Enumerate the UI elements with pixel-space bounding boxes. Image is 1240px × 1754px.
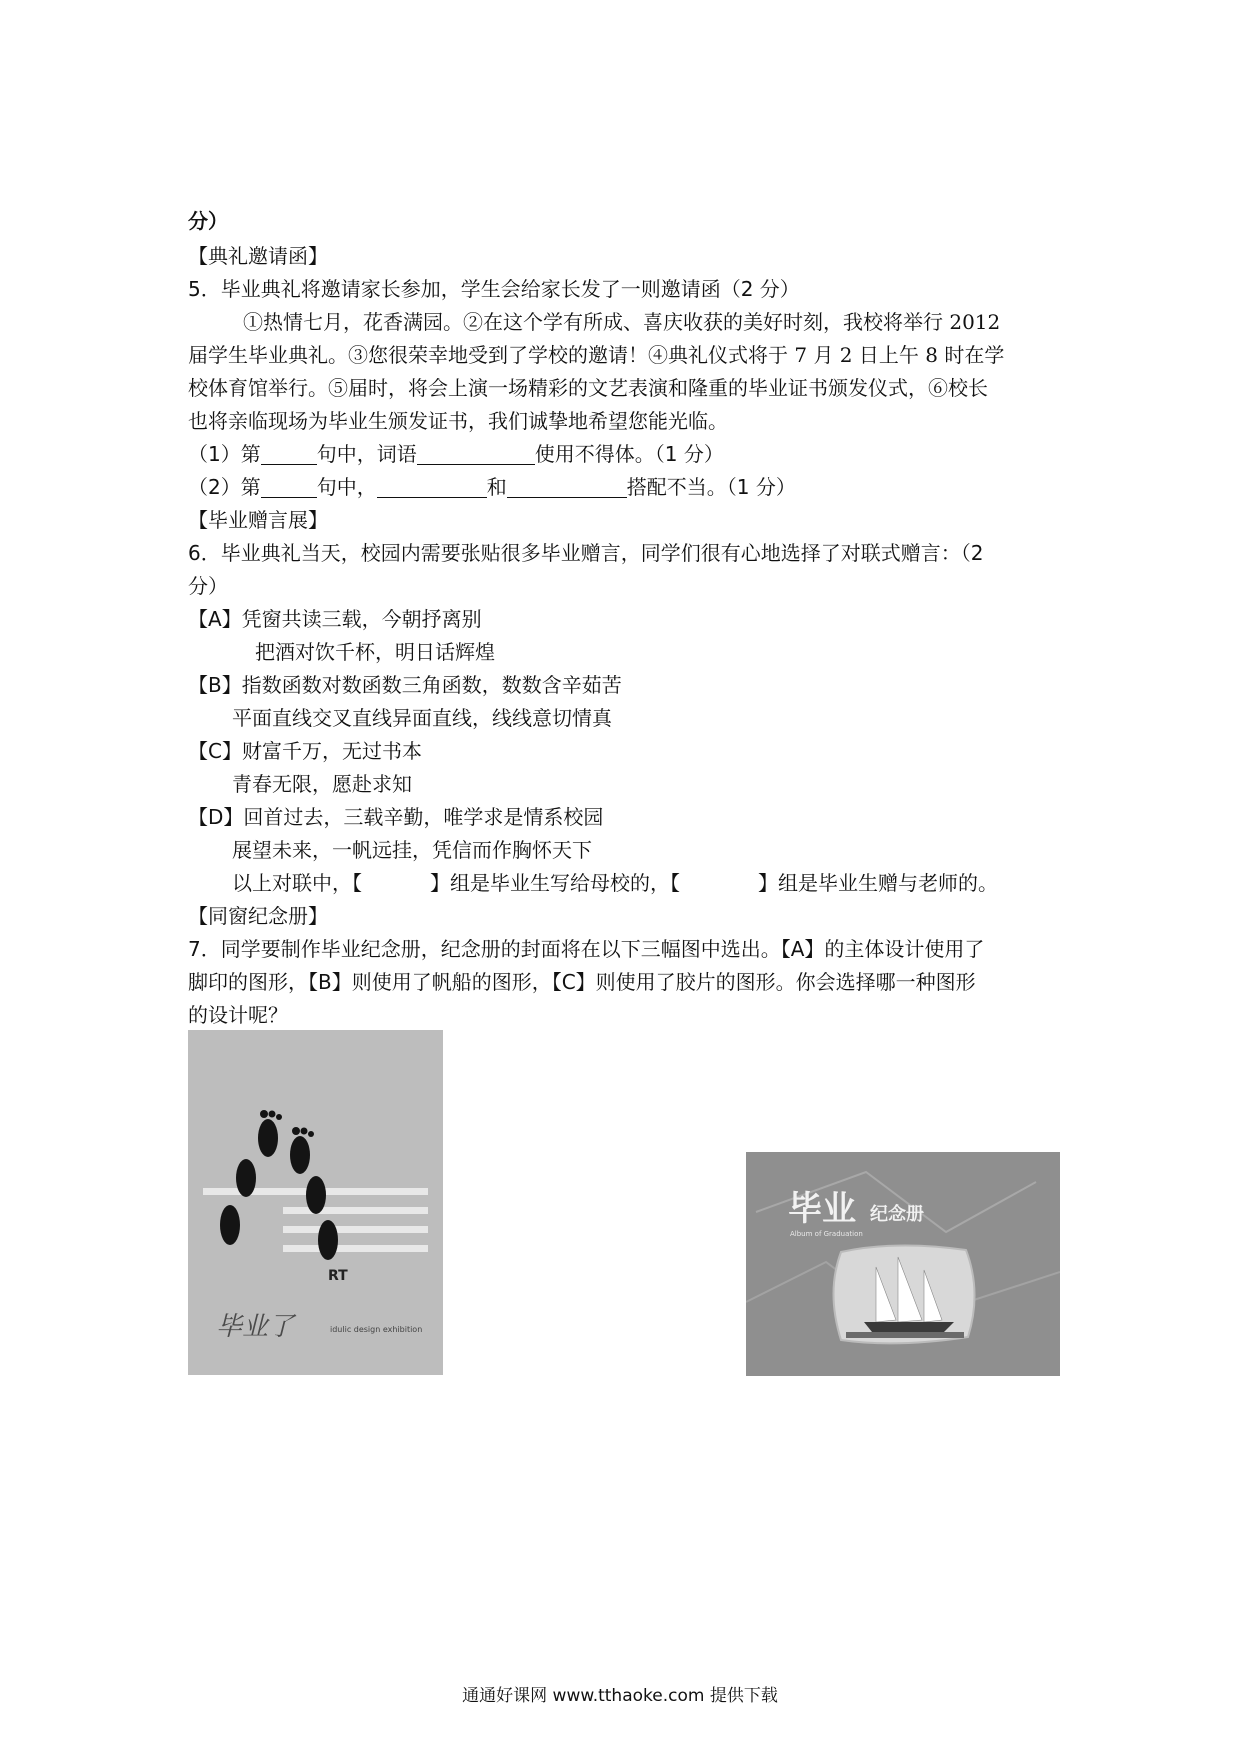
couplet-c-line-1: 【C】财富千万，无过书本 xyxy=(188,739,422,763)
section-heading-album: 【同窗纪念册】 xyxy=(188,904,328,928)
album-cover-sailboat-image xyxy=(746,1152,1060,1376)
ans-suffix: 】组是毕业生赠与老师的。 xyxy=(758,871,998,895)
rt-label: RT xyxy=(328,1268,348,1284)
couplet-d-line-1: 【D】回首过去，三载辛勤，唯学求是情系校园 xyxy=(188,805,604,829)
question-6-title-line-1: 6．毕业典礼当天，校园内需要张贴很多毕业赠言，同学们很有心地选择了对联式赠言：（2 xyxy=(188,541,984,565)
section-heading-invite: 【典礼邀请函】 xyxy=(188,244,328,268)
couplet-a-line-2: 把酒对饮千杯，明日话辉煌 xyxy=(255,640,495,664)
invite-paragraph-line-3: 校体育馆举行。⑤届时，将会上演一场精彩的文艺表演和隆重的毕业证书颁发仪式，⑥校长 xyxy=(188,376,988,400)
couplet-d-line-2: 展望未来，一帆远挂，凭信而作胸怀天下 xyxy=(232,838,592,862)
sub2-and: 和 xyxy=(486,475,507,499)
page-footer: 通通好课网 www.tthaoke.com 提供下载 xyxy=(462,1686,778,1706)
question-5-title: 5．毕业典礼将邀请家长参加，学生会给家长发了一则邀请函（2 分） xyxy=(188,277,800,301)
couplet-a-line-1: 【A】凭窗共读三载，今朝抒离别 xyxy=(188,607,482,631)
ans-mid: 】组是毕业生写给母校的，【 xyxy=(430,871,680,895)
question-7-line-3: 的设计呢？ xyxy=(188,1003,288,1027)
sub1-mid: 句中，词语 xyxy=(316,442,417,466)
album-cover-footprint-image xyxy=(188,1030,443,1375)
cover-title-text: 毕业了 xyxy=(216,1312,295,1342)
footprint-illustration xyxy=(188,1030,443,1375)
invite-paragraph-line-4: 也将亲临现场为毕业生颁发证书，我们诚挚地希望您能光临。 xyxy=(188,409,728,433)
ans-prefix: 以上对联中，【 xyxy=(232,871,362,895)
answer-blank[interactable] xyxy=(377,475,487,498)
cover-subtitle-text: idulic design exhibition xyxy=(330,1325,423,1334)
answer-blank[interactable] xyxy=(261,442,317,465)
album-subtitle: Album of Graduation xyxy=(790,1230,863,1238)
sub2-mid: 句中， xyxy=(316,475,377,499)
couplet-b-line-1: 【B】指数函数对数函数三角函数，数数含辛茹苦 xyxy=(188,673,622,697)
answer-blank[interactable] xyxy=(261,475,317,498)
answer-blank[interactable] xyxy=(507,475,627,498)
couplet-c-line-2: 青春无限，愿赴求知 xyxy=(232,772,412,796)
album-title-small: 纪念册 xyxy=(870,1204,924,1225)
question-5-sub-1 xyxy=(188,438,724,471)
question-6-answer-line xyxy=(232,867,998,900)
sub2-prefix: （2）第 xyxy=(188,475,261,499)
sub1-suffix: 使用不得体。（1 分） xyxy=(534,442,724,466)
album-title-big: 毕业 xyxy=(788,1189,856,1229)
sub2-suffix: 搭配不当。（1 分） xyxy=(626,475,796,499)
question-5-sub-2 xyxy=(188,471,796,504)
continuation-text: 分） xyxy=(188,209,228,233)
question-7-line-2: 脚印的图形，【B】则使用了帆船的图形，【C】则使用了胶片的图形。你会选择哪一种图形 xyxy=(188,970,976,994)
couplet-b-line-2: 平面直线交叉直线异面直线，线线意切情真 xyxy=(232,706,612,730)
answer-blank[interactable] xyxy=(417,442,535,465)
invite-paragraph-line-1: ①热情七月，花香满园。②在这个学有所成、喜庆收获的美好时刻，我校将举行 2012 xyxy=(243,310,1001,334)
question-6-title-line-2: 分） xyxy=(188,574,228,598)
sailboat-illustration xyxy=(746,1152,1060,1376)
section-heading-motto: 【毕业赠言展】 xyxy=(188,508,328,532)
invite-paragraph-line-2: 届学生毕业典礼。③您很荣幸地受到了学校的邀请！④典礼仪式将于 7 月 2 日上午 8 时在学 xyxy=(188,343,1005,367)
question-7-line-1: 7．同学要制作毕业纪念册，纪念册的封面将在以下三幅图中选出。【A】的主体设计使用了 xyxy=(188,937,985,961)
sub1-prefix: （1）第 xyxy=(188,442,261,466)
